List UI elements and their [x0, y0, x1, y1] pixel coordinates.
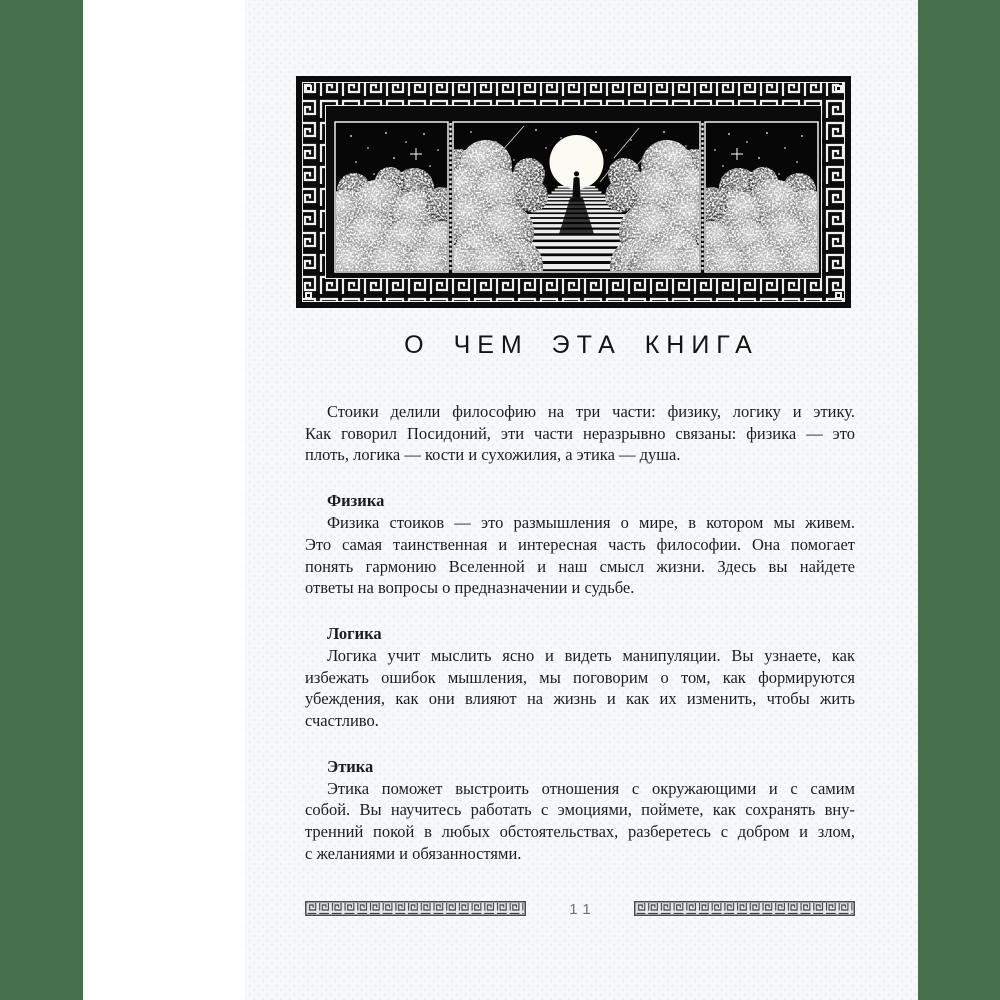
- text-line: Этика поможет выстроить отношения с окружающими и с самим: [327, 778, 855, 798]
- text-line: убеждения, как они влияют на жизнь и как их изменить, чтобы жить: [305, 689, 855, 709]
- section-ethics: [305, 756, 855, 865]
- section-logic: [305, 623, 855, 732]
- section-paragraph: [305, 778, 855, 865]
- text-line: Как говорил Посидоний, эти части неразрывно связаны: физика — это: [305, 423, 855, 443]
- section-paragraph: [305, 645, 855, 732]
- section-heading: Логика: [327, 623, 382, 643]
- text-line: Это самая таинственная и интересная часть философии. Она помогает: [305, 534, 855, 554]
- text-line: с желаниями и обязанностями.: [305, 843, 522, 863]
- chapter-illustration: [296, 76, 851, 308]
- background-gutter: [83, 0, 245, 1000]
- meander-ornament-right: [634, 901, 855, 916]
- section-paragraph: [305, 512, 855, 599]
- text-line: собой. Вы научитесь работать с эмоциями, поймете, как сохранять вну-: [305, 800, 855, 820]
- page-footer: [305, 898, 855, 921]
- text-line: Стоики делили философию на три части: физику, логику и этику.: [327, 402, 855, 421]
- chapter-title: О ЧЕМ ЭТА КНИГА: [404, 331, 759, 359]
- text-line: плоть, логика — кости и сухожилия, а этика — душа.: [305, 445, 681, 465]
- text-line: Логика учит мыслить ясно и видеть манипуляции. Вы узнаете, как: [327, 645, 855, 665]
- text-line: Физика стоиков — это размышления о мире, в котором мы живем.: [327, 513, 855, 533]
- section-physics: [305, 490, 855, 599]
- intro-paragraph: [305, 401, 855, 466]
- background-left-strip: [0, 0, 83, 1000]
- page-number: 11: [569, 900, 597, 918]
- text-line: понять гармонию Вселенной и наш смысл жизни. Здесь вы найдете: [305, 556, 855, 576]
- background-right-strip: [918, 0, 1000, 1000]
- text-line: избежать ошибок мышления, мы поговорим о том, как формируются: [305, 667, 855, 687]
- page-number-wrap: [526, 898, 634, 921]
- section-heading: Физика: [327, 491, 385, 511]
- text-line: тренний покой в любых обстоятельствах, разберетесь с добром и злом,: [305, 822, 855, 842]
- text-line: ответы на вопросы о предназначении и судьбе.: [305, 578, 635, 598]
- section-heading: Этика: [327, 756, 374, 776]
- chapter-body: [305, 401, 855, 920]
- book-page[interactable]: [245, 0, 918, 1000]
- text-line: счастливо.: [305, 711, 379, 731]
- meander-ornament-left: [305, 901, 526, 916]
